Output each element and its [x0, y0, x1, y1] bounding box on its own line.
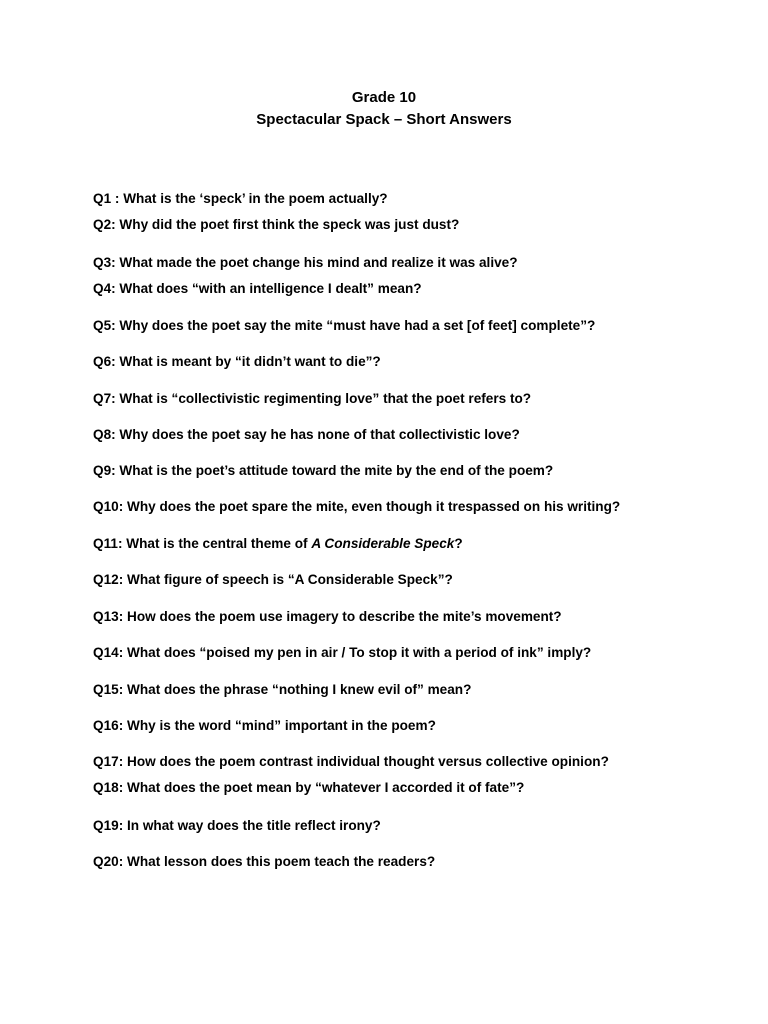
question-7: Q7: What is “collectivistic regimenting love” that the poet refers to?: [93, 391, 532, 406]
question-4: Q4: What does “with an intelligence I dealt” mean?: [93, 281, 422, 296]
question-5: Q5: Why does the poet say the mite “must have had a set [of feet] complete”?: [93, 318, 596, 333]
question-18: Q18: What does the poet mean by “whatever I accorded it of fate”?: [93, 780, 525, 795]
document-title: Spectacular Spack – Short Answers: [256, 111, 512, 128]
question-1: Q1 : What is the ‘speck’ in the poem actually?: [93, 191, 388, 206]
question-8: Q8: Why does the poet say he has none of that collectivistic love?: [93, 427, 520, 442]
question-13: Q13: How does the poem use imagery to describe the mite’s movement?: [93, 609, 562, 624]
question-6: Q6: What is meant by “it didn’t want to die”?: [93, 354, 381, 369]
question-11-text: Q11: What is the central theme of: [93, 536, 312, 551]
question-11-poem-title: A Considerable Speck: [311, 536, 455, 551]
question-14: Q14: What does “poised my pen in air / To stop it with a period of ink” imply?: [93, 645, 592, 660]
question-17: Q17: How does the poem contrast individual thought versus collective opinion?: [93, 754, 609, 769]
question-10: Q10: Why does the poet spare the mite, even though it trespassed on his writing?: [93, 499, 621, 514]
question-20: Q20: What lesson does this poem teach the readers?: [93, 854, 436, 869]
question-11: [93, 535, 463, 552]
question-2: Q2: Why did the poet first think the speck was just dust?: [93, 217, 460, 232]
question-16: Q16: Why is the word “mind” important in the poem?: [93, 718, 436, 733]
question-9: Q9: What is the poet’s attitude toward the mite by the end of the poem?: [93, 463, 554, 478]
question-11-end: ?: [454, 536, 463, 551]
grade-heading: Grade 10: [351, 89, 417, 106]
question-15: Q15: What does the phrase “nothing I knew evil of” mean?: [93, 682, 472, 697]
question-12: Q12: What figure of speech is “A Considerable Speck”?: [93, 572, 453, 587]
question-3: Q3: What made the poet change his mind and realize it was alive?: [93, 255, 518, 270]
question-19: Q19: In what way does the title reflect irony?: [93, 818, 381, 833]
